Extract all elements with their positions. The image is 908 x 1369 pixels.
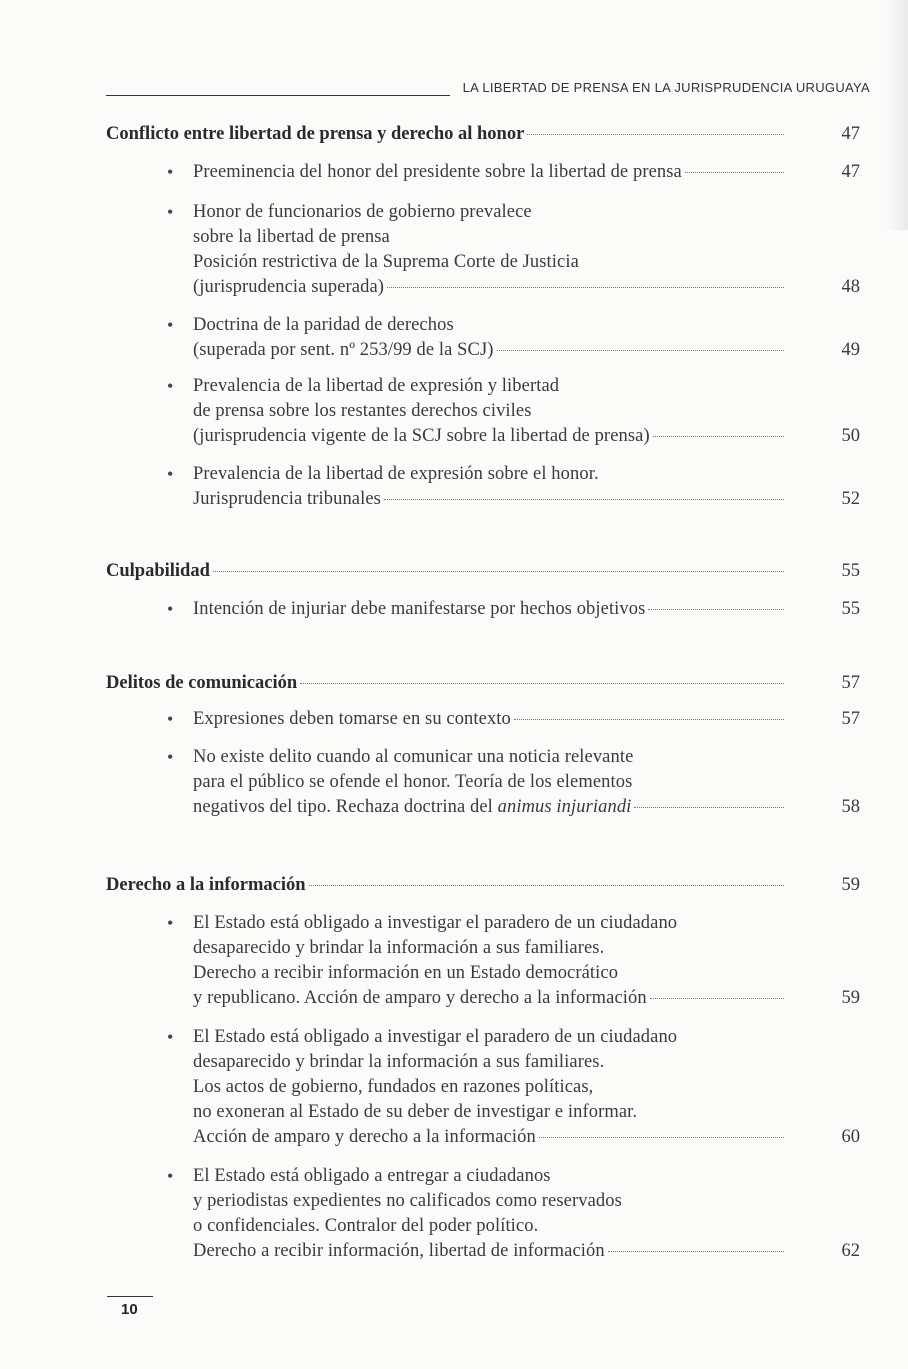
toc-page-number: 47 [841,162,860,182]
toc-page-number: 57 [841,709,860,729]
toc-line: Prevalencia de la libertad de expresión y libertad [193,376,560,396]
toc-line [106,559,860,584]
toc-line [106,1125,860,1150]
toc-line: desaparecido y brindar la información a sus familiares. [193,1052,605,1072]
toc-text: (jurisprudencia superada) [193,277,385,297]
toc-entry [106,374,860,449]
toc-line [106,1239,860,1264]
toc-text: Acción de amparo y derecho a la información [193,1127,536,1147]
dot-leader [539,1136,784,1138]
bullet-icon: • [167,376,174,396]
toc-page-number: 57 [841,673,860,693]
toc-line: Prevalencia de la libertad de expresión sobre el honor. [193,464,599,484]
dot-leader [648,608,784,610]
toc-line [106,487,860,512]
toc-text: Derecho a la información [106,875,306,895]
dot-leader [309,884,784,886]
toc-entry [106,745,860,820]
toc-text: (jurisprudencia vigente de la SCJ sobre la libertad de prensa) [193,426,650,446]
toc-page-number: 48 [841,277,860,297]
dot-leader [387,286,784,288]
toc-page-number: 62 [841,1241,860,1261]
toc-line [106,986,860,1011]
running-title: LA LIBERTAD DE PRENSA EN LA JURISPRUDENCIA URUGUAYA [462,80,870,95]
toc-line: desaparecido y brindar la información a sus familiares. [193,938,605,958]
bullet-icon: • [167,599,174,619]
toc-text: negativos del tipo. Rechaza doctrina del [193,797,493,817]
toc-line [106,671,860,696]
dot-leader [514,718,784,720]
toc-line [106,122,860,147]
toc-line [106,160,860,185]
toc-line: no exoneran al Estado de su deber de investigar e informar. [193,1102,638,1122]
bullet-icon: • [167,464,174,484]
dot-leader [497,349,784,351]
bullet-icon: • [167,202,174,222]
toc-line: El Estado está obligado a entregar a ciudadanos [193,1166,551,1186]
toc-entry [106,597,860,622]
toc-section [106,122,860,147]
dot-leader [213,570,784,572]
dot-leader [650,997,784,999]
toc-entry [106,462,860,512]
toc-line: El Estado está obligado a investigar el paradero de un ciudadano [193,1027,678,1047]
bullet-icon: • [167,913,174,933]
page-edge-shadow [886,0,908,230]
dot-leader [634,806,784,808]
toc-text: Expresiones deben tomarse en su contexto [193,709,511,729]
toc-line [106,275,860,300]
toc-page-number: 59 [841,875,860,895]
table-of-contents [106,0,860,1369]
toc-entry [106,1025,860,1150]
toc-entry [106,200,860,300]
toc-text: Jurisprudencia tribunales [193,489,381,509]
toc-page-number: 49 [841,340,860,360]
toc-line: El Estado está obligado a investigar el paradero de un ciudadano [193,913,678,933]
dot-leader [300,682,784,684]
toc-text: Delitos de comunicación [106,673,298,693]
dot-leader [384,498,784,500]
toc-italic-text: animus injuriandi [497,797,632,817]
toc-line [106,707,860,732]
bullet-icon: • [167,315,174,335]
toc-page-number: 59 [841,988,860,1008]
toc-text: Preeminencia del honor del presidente sobre la libertad de prensa [193,162,682,182]
toc-text: Derecho a recibir información, libertad de información [193,1241,605,1261]
bullet-icon: • [167,709,174,729]
toc-page-number: 55 [841,561,860,581]
toc-line: de prensa sobre los restantes derechos civiles [193,401,532,421]
toc-entry [106,707,860,732]
toc-entry [106,911,860,1011]
toc-text: Conflicto entre libertad de prensa y derecho al honor [106,124,525,144]
page-number: 10 [121,1301,138,1318]
toc-section [106,873,860,898]
toc-line [106,597,860,622]
toc-line: Posición restrictiva de la Suprema Corte de Justicia [193,252,579,272]
toc-line: o confidenciales. Contralor del poder político. [193,1216,539,1236]
page-footer [107,1296,153,1318]
toc-entry [106,313,860,363]
toc-line [106,424,860,449]
toc-page-number: 55 [841,599,860,619]
toc-line: Los actos de gobierno, fundados en razones políticas, [193,1077,594,1097]
dot-leader [527,133,784,135]
toc-entry [106,1164,860,1264]
toc-page-number: 58 [841,797,860,817]
toc-page-number: 60 [841,1127,860,1147]
bullet-icon: • [167,747,174,767]
toc-text: Culpabilidad [106,561,210,581]
toc-page-number: 50 [841,426,860,446]
toc-line: Doctrina de la paridad de derechos [193,315,454,335]
toc-line: Derecho a recibir información en un Estado democrático [193,963,619,983]
bullet-icon: • [167,1027,174,1047]
footer-rule [107,1296,153,1297]
toc-section [106,671,860,696]
dot-leader [653,435,784,437]
toc-page-number: 47 [841,124,860,144]
toc-line: y periodistas expedientes no calificados como reservados [193,1191,622,1211]
bullet-icon: • [167,1166,174,1186]
dot-leader [685,171,784,173]
toc-line [106,338,860,363]
toc-line: sobre la libertad de prensa [193,227,390,247]
toc-line [106,873,860,898]
toc-text: Intención de injuriar debe manifestarse por hechos objetivos [193,599,646,619]
dot-leader [608,1250,784,1252]
toc-text: (superada por sent. nº 253/99 de la SCJ) [193,340,494,360]
toc-line: para el público se ofende el honor. Teoría de los elementos [193,772,633,792]
toc-line [106,795,860,820]
toc-section [106,559,860,584]
toc-line: No existe delito cuando al comunicar una noticia relevante [193,747,634,767]
bullet-icon: • [167,162,174,182]
toc-line: Honor de funcionarios de gobierno prevalece [193,202,532,222]
toc-text: y republicano. Acción de amparo y derecho a la información [193,988,647,1008]
toc-entry [106,160,860,185]
toc-page-number: 52 [841,489,860,509]
